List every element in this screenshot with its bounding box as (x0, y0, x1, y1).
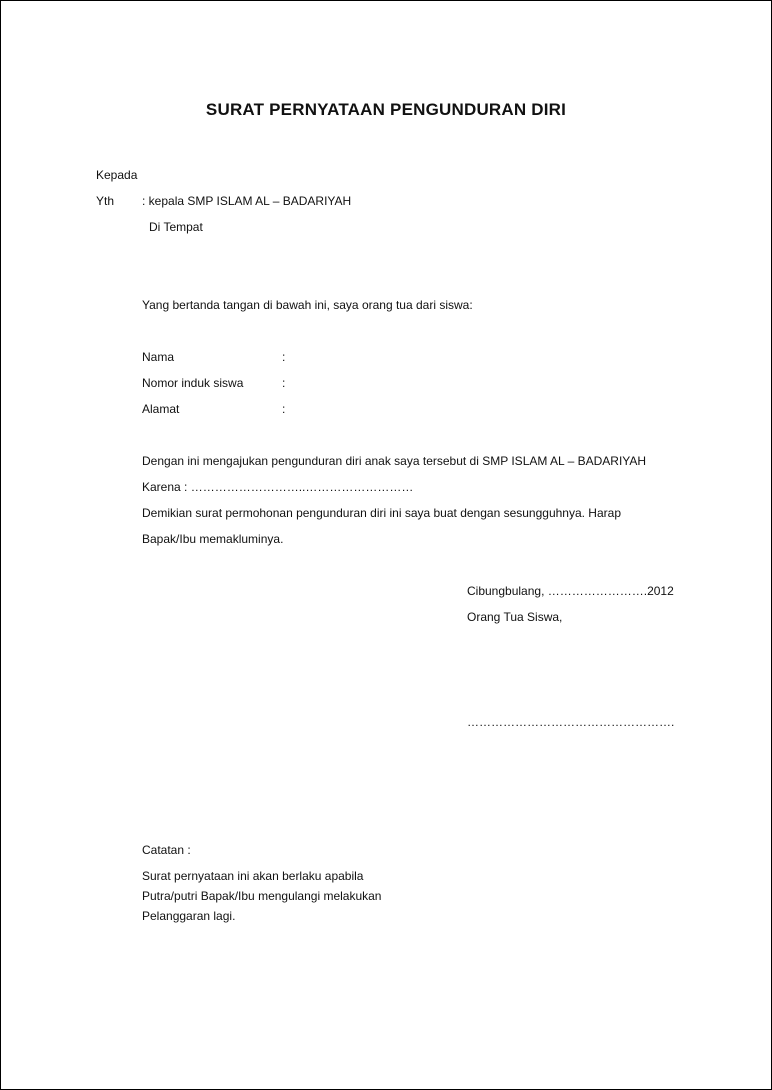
recipient-yth-value: : kepala SMP ISLAM AL – BADARIYAH (142, 194, 352, 208)
intro-text: Yang bertanda tangan di bawah ini, saya orang tua dari siswa: (142, 298, 473, 312)
field-alamat-label: Alamat (142, 402, 180, 416)
signature-line: ……………………………………………. (467, 715, 675, 729)
field-nama-label: Nama (142, 350, 175, 364)
body-line-4: Bapak/Ibu memakluminya. (142, 532, 284, 546)
document-title: SURAT PERNYATAAN PENGUNDURAN DIRI (205, 100, 567, 119)
notes-heading: Catatan : (142, 843, 191, 857)
body-line-1: Dengan ini mengajukan pengunduran diri anak saya tersebut di SMP ISLAM AL – BADARIYAH (142, 454, 647, 468)
field-nama-colon: : (282, 350, 286, 364)
field-nis-label: Nomor induk siswa (142, 376, 244, 390)
signature-place-date: Cibungbulang, …………………….2012 (467, 584, 674, 598)
field-alamat-colon: : (282, 402, 286, 416)
recipient-yth-label: Yth (96, 194, 115, 208)
notes-line-2: Putra/putri Bapak/Ibu mengulangi melakukan (142, 889, 382, 903)
recipient-di-tempat: Di Tempat (149, 220, 203, 234)
signature-role: Orang Tua Siswa, (467, 610, 563, 624)
recipient-kepada: Kepada (96, 168, 138, 182)
field-nis-colon: : (282, 376, 286, 390)
body-line-3: Demikian surat permohonan pengunduran diri ini saya buat dengan sesungguhnya. Harap (142, 506, 621, 520)
notes-line-3: Pelanggaran lagi. (142, 909, 236, 923)
body-karena: Karena : ………………………..……………………… (142, 480, 414, 494)
notes-line-1: Surat pernyataan ini akan berlaku apabila (142, 869, 364, 883)
